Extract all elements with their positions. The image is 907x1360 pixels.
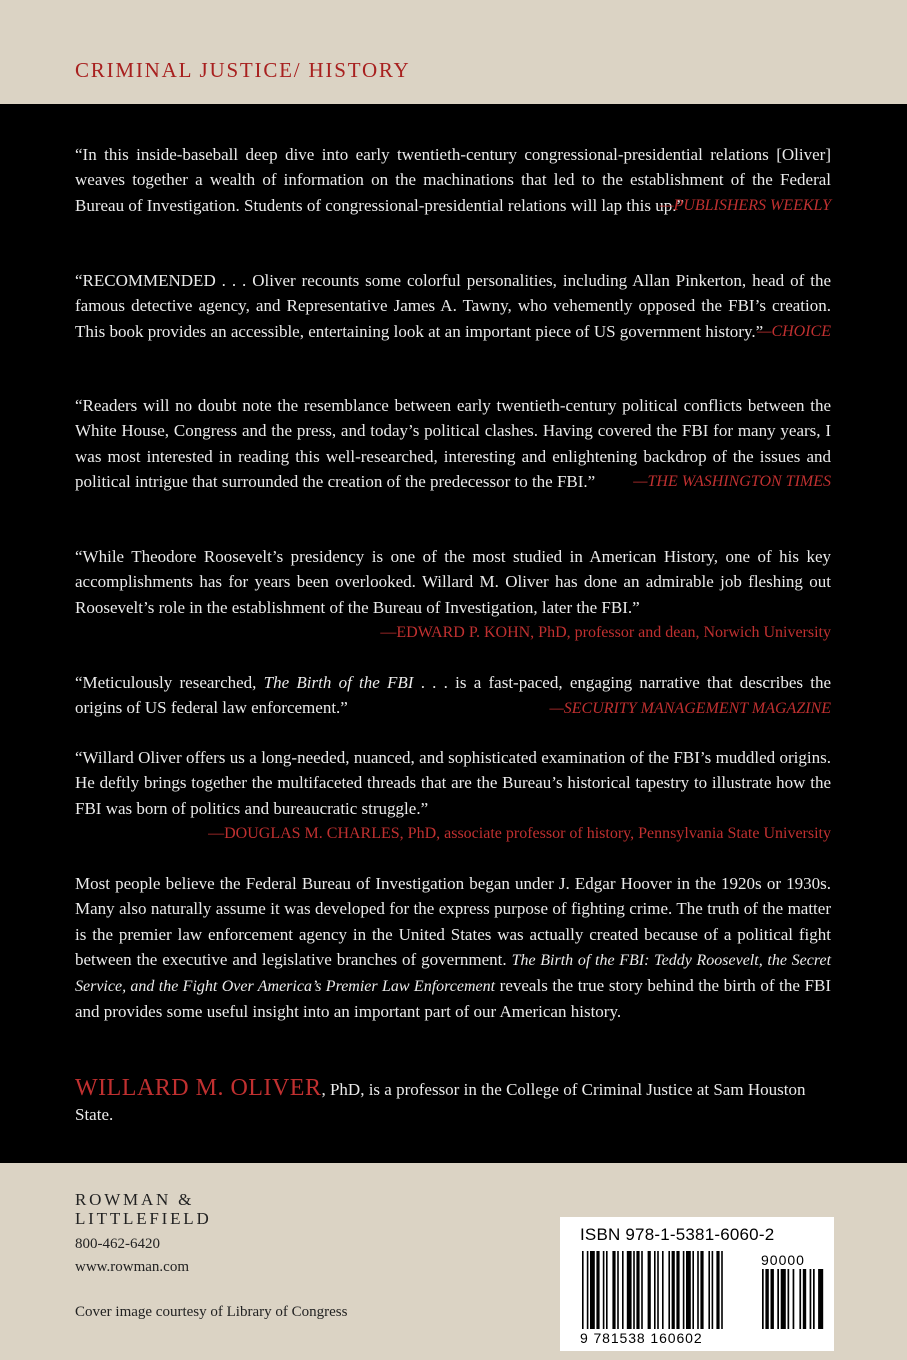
review-source: —EDWARD P. KOHN, PhD, professor and dean, Norwich University bbox=[380, 623, 831, 641]
barcode-bar bbox=[648, 1251, 651, 1329]
review-source: —CHOICE bbox=[757, 322, 831, 340]
barcode-bar bbox=[636, 1251, 639, 1329]
cover-image-credit: Cover image courtesy of Library of Congress bbox=[75, 1304, 348, 1320]
barcode-bar bbox=[716, 1251, 719, 1329]
barcode-bar bbox=[662, 1251, 664, 1329]
review-text: “In this inside-baseball deep dive into early twentieth-century congressional-presidential relations [Oliver] weaves together a wealth of information on the machinations that led to the establishment of the Federal Bureau of Investigation. Students of congressional-presidential relations will lap this up.” bbox=[75, 145, 831, 215]
category-label: CRIMINAL JUSTICE/ HISTORY bbox=[75, 58, 411, 82]
barcode-bar bbox=[683, 1251, 685, 1329]
barcode-bar bbox=[697, 1251, 699, 1329]
barcode-bar bbox=[810, 1269, 812, 1329]
barcode-bar bbox=[686, 1251, 691, 1329]
review-text: “Readers will no doubt note the resemblance between early twentieth-century political conflicts between the White House, Congress and the press, and today’s political clashes. Having covered the FBI for many years, I was most interested in reading this well-researched, interesting and enlightening backdrop of the issues and political intrigue that surrounded the creation of the predecessor to the FBI.” bbox=[75, 396, 831, 491]
description-book-title: The Birth of the FBI: Teddy Roosevelt, the Secret Service, and the Fight Over America’s Premier Law Enforcement bbox=[75, 951, 832, 996]
barcode-bar bbox=[765, 1269, 768, 1329]
barcode-bar bbox=[612, 1251, 615, 1329]
review-charles bbox=[75, 745, 831, 846]
barcode-bar bbox=[700, 1251, 703, 1329]
barcode-bar bbox=[606, 1251, 608, 1329]
author-name: WILLARD M. OLIVER bbox=[75, 1075, 322, 1101]
barcode-bar bbox=[676, 1251, 679, 1329]
review-text: “While Theodore Roosevelt’s presidency is one of the most studied in American History, one of his key accomplishments has for years been overlooked. Willard M. Oliver has done an admirable job fleshing out Roosevelt’s role in the establishment of the Bureau of Investigation, later the FBI.” bbox=[75, 547, 831, 617]
barcode-bar bbox=[672, 1251, 675, 1329]
description-outro: reveals the true story behind the birth of the FBI and provides some useful insight into an important part of our American history. bbox=[75, 976, 831, 1022]
review-source: —PUBLISHERS WEEKLY bbox=[659, 196, 831, 214]
barcode-bar bbox=[596, 1251, 599, 1329]
barcode-bar bbox=[582, 1251, 584, 1329]
publisher-line2: LITTLEFIELD bbox=[75, 1209, 212, 1228]
isbn-label: ISBN 978-1-5381-6060-2 bbox=[580, 1225, 775, 1244]
publisher-phone: 800-462-6420 bbox=[75, 1236, 160, 1252]
isbn-barcode bbox=[560, 1217, 834, 1351]
publisher-line1: ROWMAN & bbox=[75, 1190, 195, 1209]
barcode-bar bbox=[771, 1269, 774, 1329]
barcode-bar bbox=[788, 1269, 790, 1329]
barcode-bar bbox=[622, 1251, 624, 1329]
barcode-bar bbox=[818, 1269, 823, 1329]
barcode-bar bbox=[641, 1251, 643, 1329]
publisher-logo bbox=[75, 1190, 212, 1228]
barcode-bar bbox=[587, 1251, 589, 1329]
barcode-bar bbox=[793, 1269, 795, 1329]
barcode-bar bbox=[803, 1269, 806, 1329]
review-source: —DOUGLAS M. CHARLES, PhD, associate professor of history, Pennsylvania State University bbox=[208, 824, 831, 842]
review-washington-times bbox=[75, 393, 831, 494]
review-text: “Meticulously researched, The Birth of the FBI . . . is a fast-paced, engaging narrative that describes the origins of US federal law enforcement.” bbox=[75, 673, 831, 718]
barcode-bar bbox=[657, 1251, 659, 1329]
top-band bbox=[0, 0, 907, 104]
barcode-bar bbox=[712, 1251, 714, 1329]
barcode-bar bbox=[603, 1251, 605, 1329]
book-title-inline: The Birth of the FBI bbox=[263, 673, 414, 692]
barcode-bar bbox=[762, 1269, 764, 1329]
ean-digits: 9 781538 160602 bbox=[580, 1330, 703, 1346]
barcode-bar bbox=[617, 1251, 619, 1329]
review-text: “RECOMMENDED . . . Oliver recounts some colorful personalities, including Allan Pinkerton, head of the famous detective agency, and Representative James A. Tawny, who vehemently opposed the FBI’s creation. This book provides an accessible, entertaining look at an important piece of US government history.” bbox=[75, 271, 831, 341]
book-description bbox=[75, 871, 831, 1025]
barcode-bar bbox=[781, 1269, 786, 1329]
price-code: 90000 bbox=[761, 1252, 805, 1268]
barcode-bar bbox=[668, 1251, 670, 1329]
review-security-management bbox=[75, 670, 831, 721]
barcode-bar bbox=[799, 1269, 801, 1329]
review-choice bbox=[75, 268, 831, 344]
barcode-bar bbox=[708, 1251, 710, 1329]
review-text: “Willard Oliver offers us a long-needed, nuanced, and sophisticated examination of the FBI’s muddled origins. He deftly brings together the multifaceted threads that are the Bureau’s historical tapestry to illustrate how the FBI was born of politics and bureaucratic struggle.” bbox=[75, 748, 831, 818]
barcode-bar bbox=[721, 1251, 723, 1329]
review-publishers-weekly bbox=[75, 142, 831, 218]
publisher-website[interactable]: www.rowman.com bbox=[75, 1259, 190, 1275]
barcode-bar bbox=[777, 1269, 779, 1329]
review-source: —SECURITY MANAGEMENT MAGAZINE bbox=[549, 699, 831, 717]
author-bio-text: , PhD, is a professor in the College of Criminal Justice at Sam Houston State. bbox=[75, 1080, 806, 1125]
barcode-bar bbox=[590, 1251, 595, 1329]
review-kohn bbox=[75, 544, 831, 645]
barcode-bar bbox=[633, 1251, 635, 1329]
barcode-bar bbox=[654, 1251, 656, 1329]
review-source: —THE WASHINGTON TIMES bbox=[633, 473, 831, 491]
barcode-bar bbox=[813, 1269, 815, 1329]
author-bio bbox=[75, 1076, 831, 1128]
description-intro: Most people believe the Federal Bureau of Investigation began under J. Edgar Hoover in the 1920s or 1930s. Many also naturally assume it was developed for the express purpose of fighting crime. The truth of the matter is the premier law enforcement agency in the United States was actually created because of a political fight between the executive and legislative branches of government. bbox=[75, 874, 831, 969]
barcode-bar bbox=[692, 1251, 694, 1329]
barcode-bar bbox=[627, 1251, 632, 1329]
